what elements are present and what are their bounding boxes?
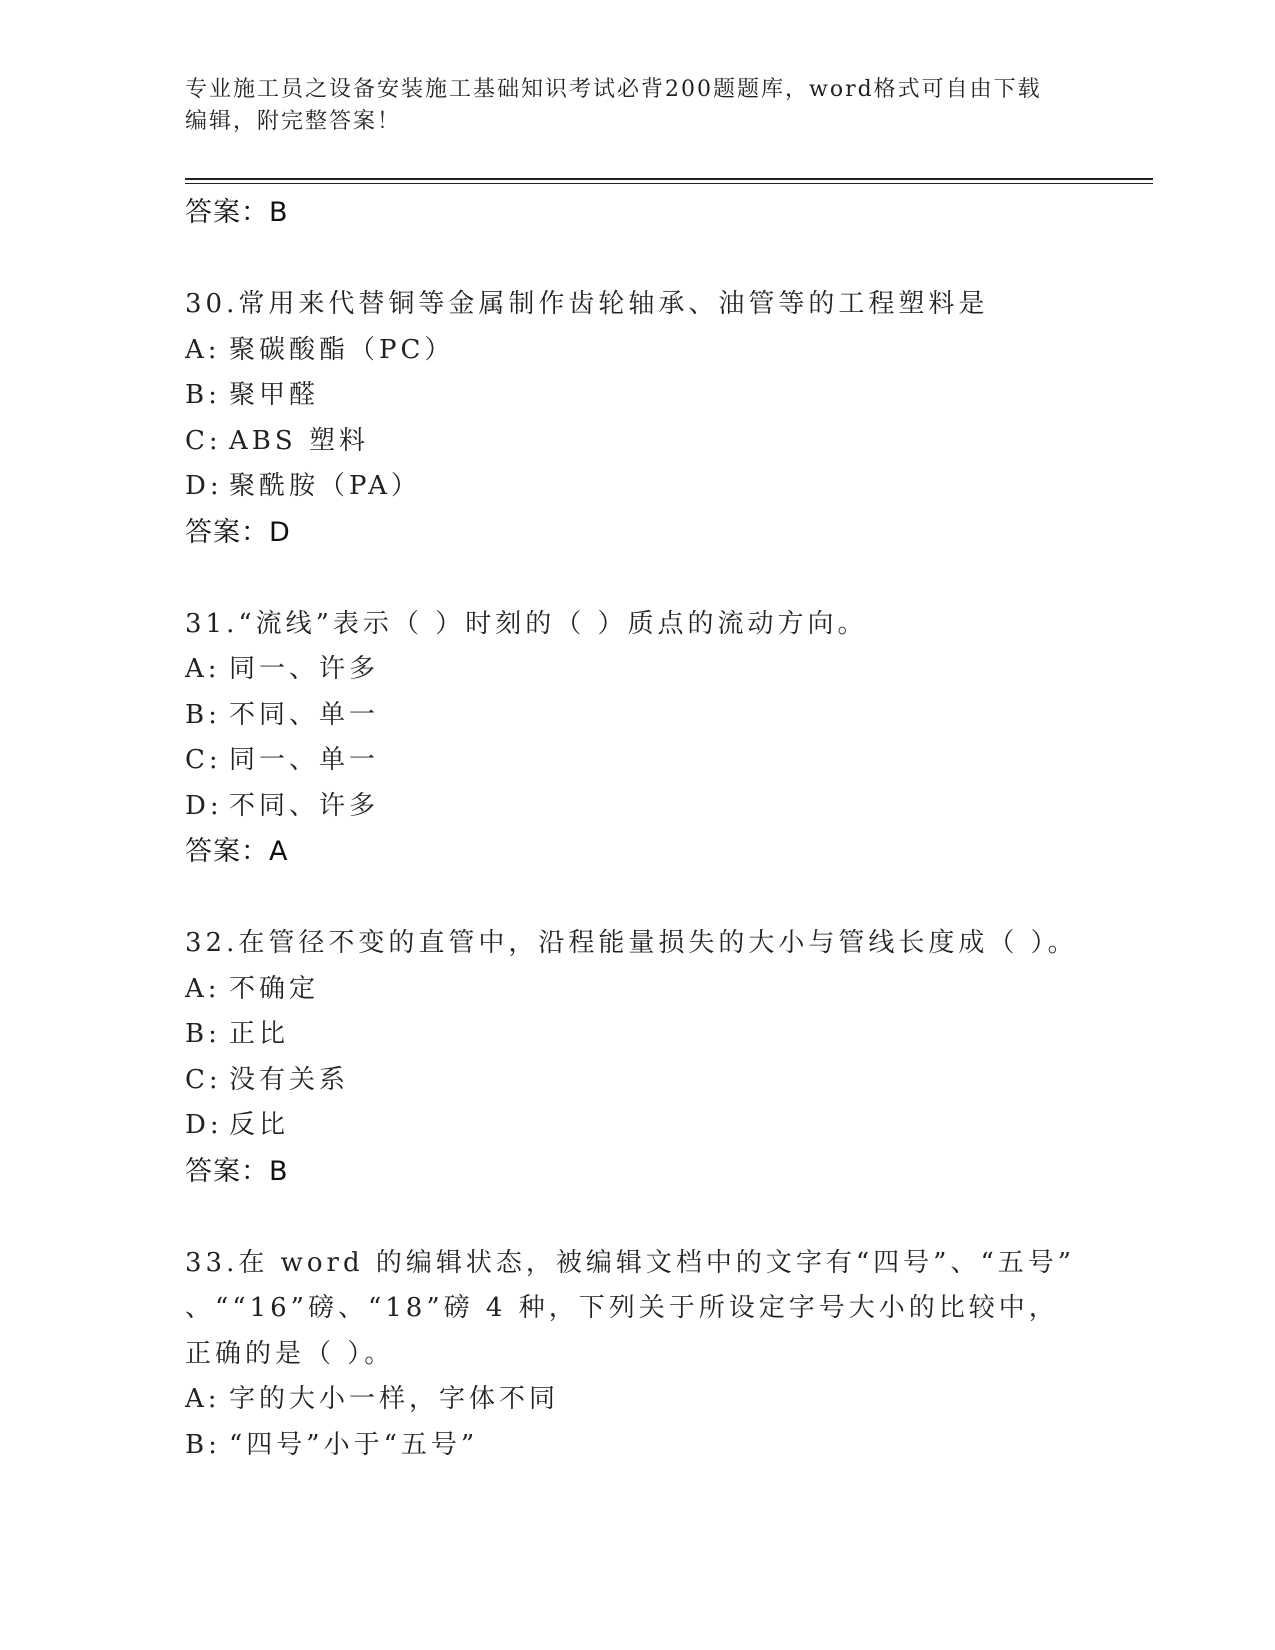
option-d <box>185 1103 1085 1149</box>
option-b <box>185 693 1085 739</box>
option-text: 同一、许多 <box>229 654 380 684</box>
option-letter: D: <box>185 1110 223 1140</box>
option-c <box>185 419 1085 465</box>
question-text: 32.在管径不变的直管中，沿程能量损失的大小与管线长度成（ ）。 <box>185 928 1078 958</box>
previous-answer: 答案：B <box>185 197 289 228</box>
option-letter: B: <box>185 380 221 410</box>
question-text-line-2: 、““16”磅、“18”磅 4 种，下列关于所设定字号大小的比较中， <box>185 1293 1059 1323</box>
option-text: 没有关系 <box>229 1064 350 1095</box>
option-text: 反比 <box>229 1110 290 1140</box>
option-text: 字的大小一样，字体不同 <box>229 1384 560 1414</box>
option-letter: C: <box>185 1064 222 1095</box>
option-b <box>185 1423 1085 1469</box>
question-text: 31.“流线”表示（ ）时刻的（ ）质点的流动方向。 <box>185 608 868 639</box>
option-a <box>185 647 1085 693</box>
spacer <box>185 874 1085 921</box>
question-block <box>185 1241 1085 1469</box>
option-text: “四号”小于“五号” <box>229 1429 479 1460</box>
question-text-line-1: 33.在 word 的编辑状态，被编辑文档中的文字有“四号”、“五号” <box>185 1247 1076 1278</box>
option-text: 聚酰胺（PA） <box>229 471 421 501</box>
option-text: 不同、许多 <box>229 790 380 821</box>
option-a <box>185 328 1085 374</box>
option-letter: D: <box>185 471 223 501</box>
spacer <box>185 235 1085 282</box>
option-text: 不确定 <box>229 973 320 1004</box>
option-d <box>185 464 1085 510</box>
option-text: 同一、单一 <box>229 745 380 775</box>
option-text: ABS 塑料 <box>229 425 369 456</box>
option-letter: C: <box>185 425 222 456</box>
option-d <box>185 784 1085 830</box>
header-title-line-2: 编辑，附完整答案！ <box>185 109 402 134</box>
question-block <box>185 921 1085 1194</box>
question-block <box>185 602 1085 875</box>
option-a <box>185 1377 1085 1423</box>
option-letter: D: <box>185 790 223 821</box>
answer-line: 答案：A <box>185 836 289 867</box>
answer-line: 答案：B <box>185 1155 289 1187</box>
option-letter: C: <box>185 745 222 775</box>
option-text: 不同、单一 <box>229 699 380 730</box>
option-letter: A: <box>185 334 221 365</box>
option-text: 聚碳酸酯（PC） <box>229 334 455 365</box>
question-text: 30.常用来代替铜等金属制作齿轮轴承、油管等的工程塑料是 <box>185 289 989 319</box>
option-c <box>185 738 1085 784</box>
option-a <box>185 967 1085 1013</box>
header-title-line-1: 专业施工员之设备安装施工基础知识考试必背200题题库，word格式可自由下载 <box>185 77 1042 102</box>
option-letter: A: <box>185 1384 221 1414</box>
header-divider-thick <box>185 178 1153 180</box>
option-letter: B: <box>185 1019 221 1049</box>
option-c <box>185 1058 1085 1104</box>
question-list <box>185 190 1085 1468</box>
document-header <box>185 74 1065 138</box>
header-divider-thin <box>185 183 1153 184</box>
question-block <box>185 282 1085 555</box>
option-letter: A: <box>185 973 221 1004</box>
option-letter: B: <box>185 699 221 730</box>
spacer <box>185 555 1085 602</box>
option-b <box>185 1012 1085 1058</box>
spacer <box>185 1194 1085 1241</box>
option-text: 正比 <box>229 1019 290 1049</box>
option-text: 聚甲醛 <box>229 380 320 410</box>
question-text-line-3: 正确的是（ ）。 <box>185 1338 395 1369</box>
option-b <box>185 373 1085 419</box>
option-letter: A: <box>185 654 221 684</box>
option-letter: B: <box>185 1429 221 1460</box>
answer-line: 答案：D <box>185 516 291 548</box>
